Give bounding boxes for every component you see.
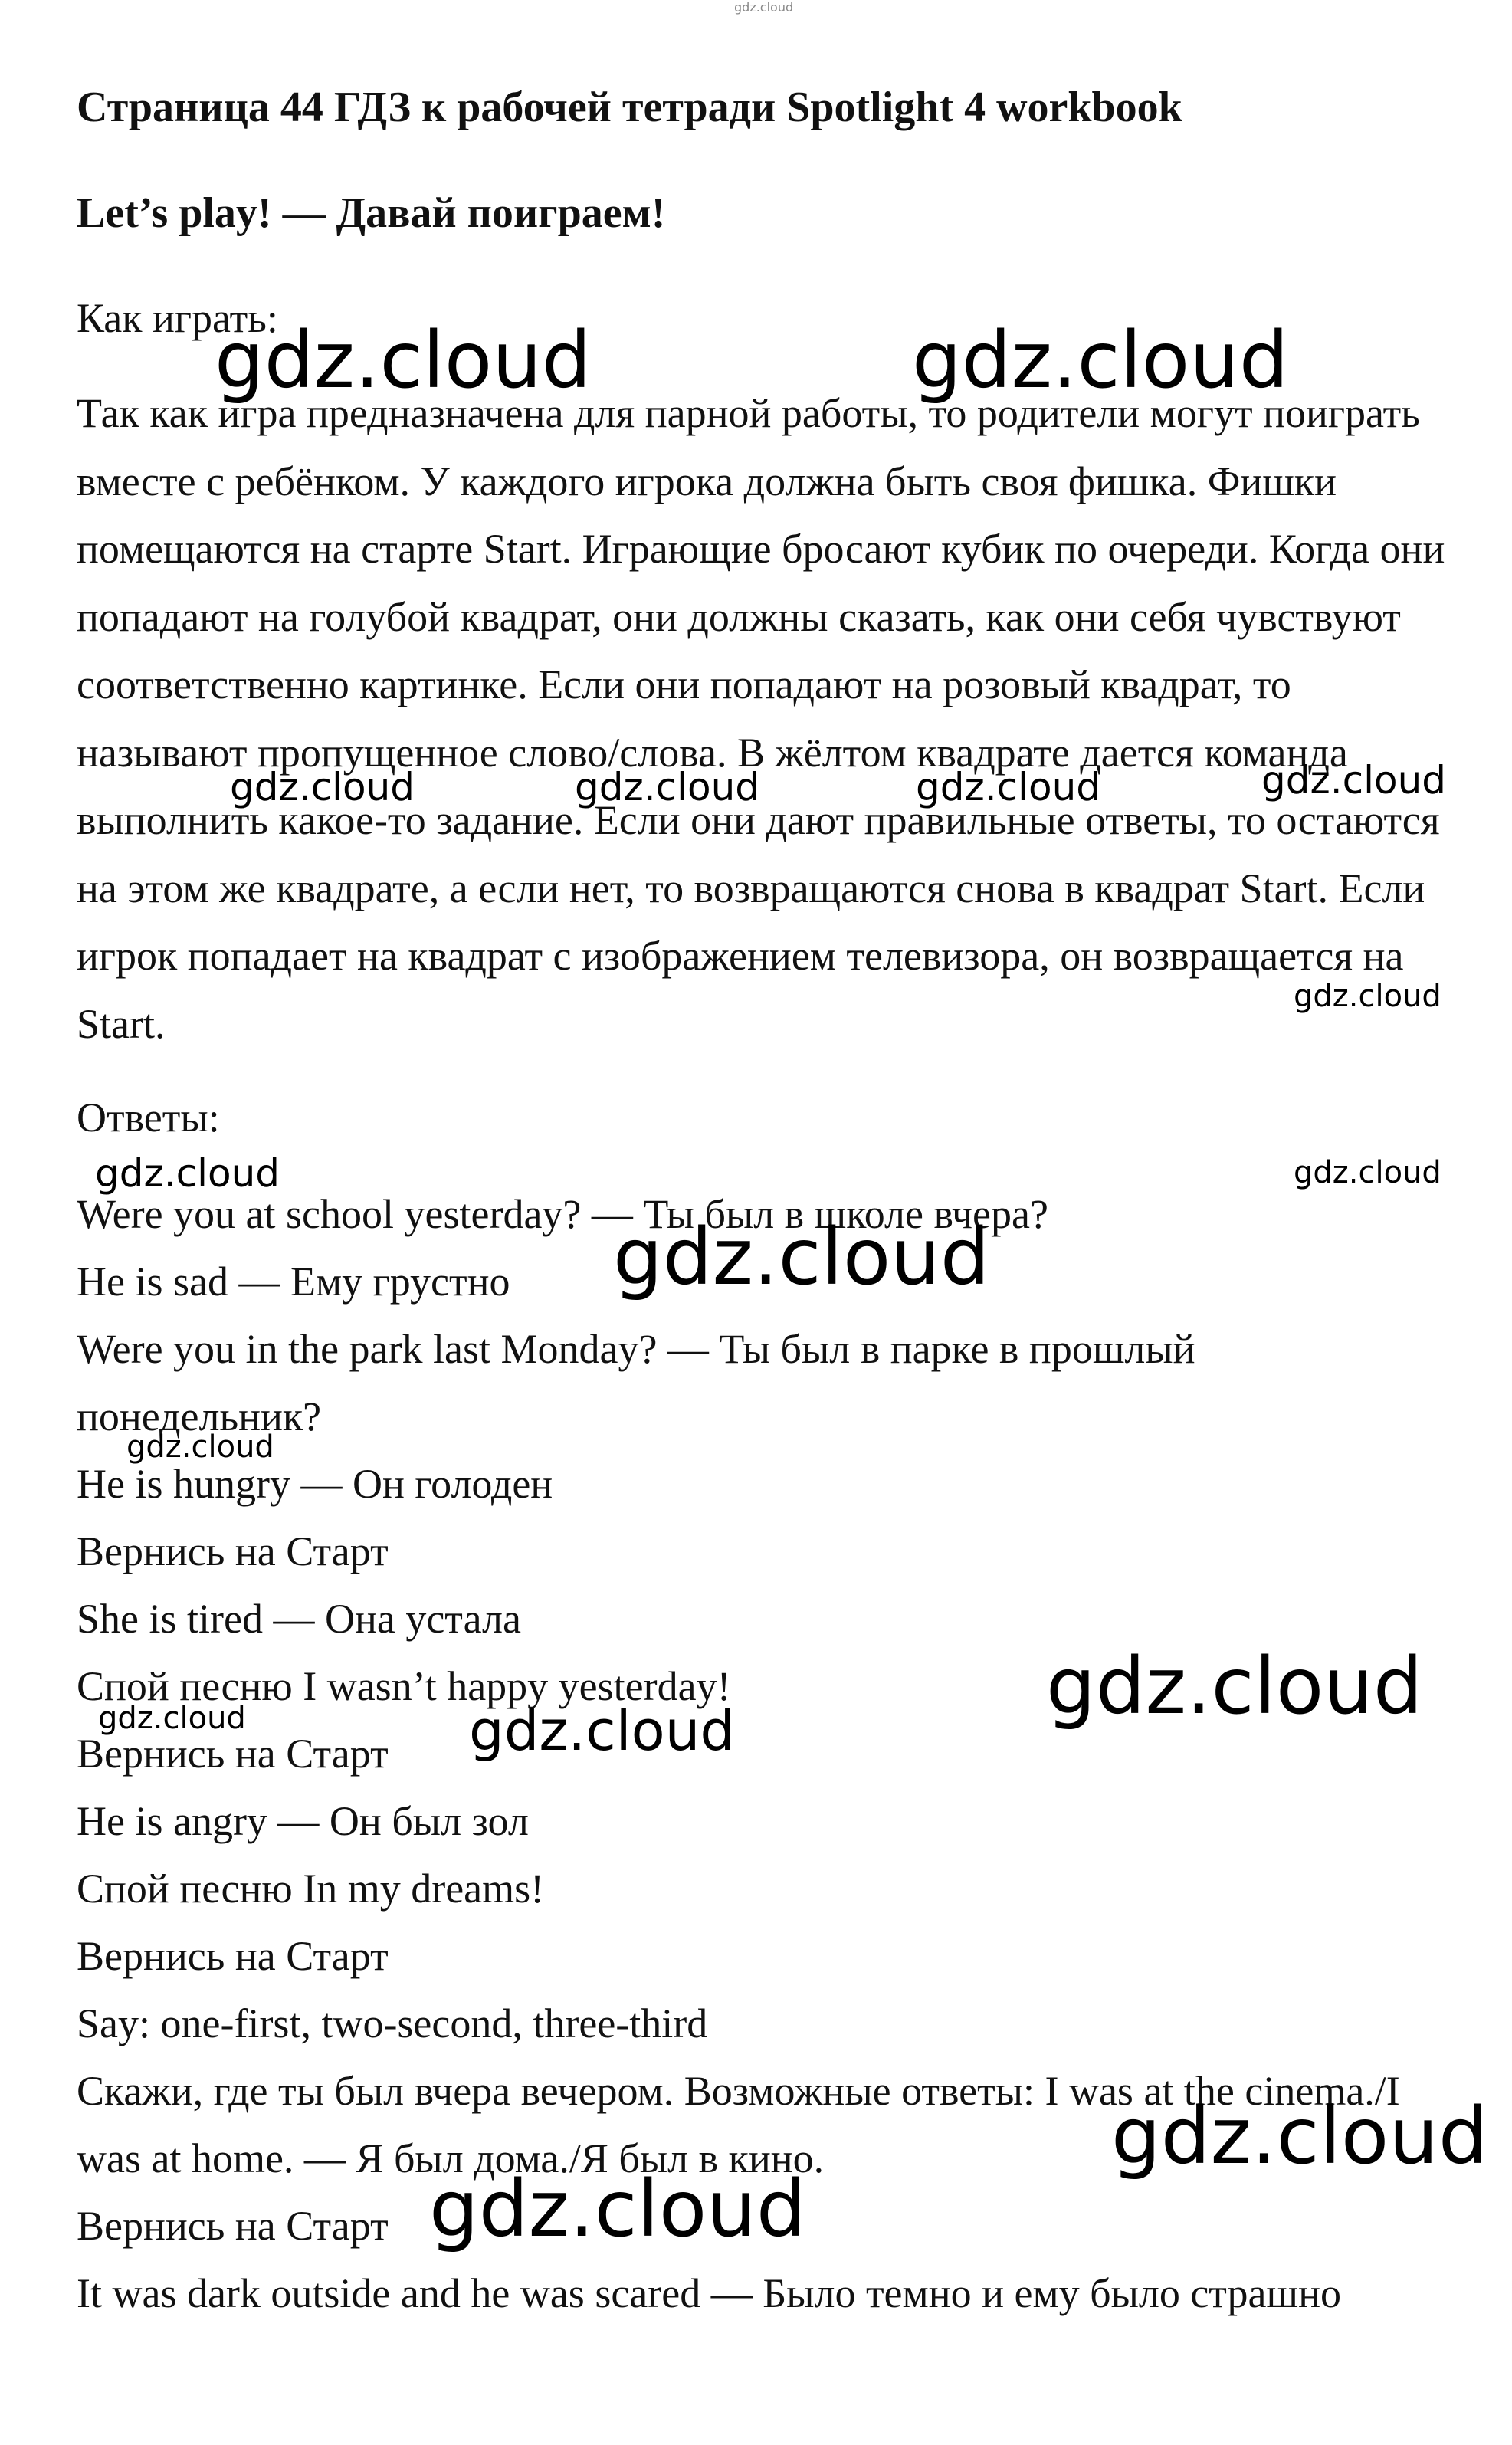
watermark: gdz.cloud — [1294, 979, 1441, 1014]
answers-label: Ответы: — [77, 1095, 220, 1140]
howto-label: Как играть: — [77, 295, 278, 341]
watermark: gdz.cloud — [215, 315, 592, 406]
watermark: gdz.cloud — [1046, 1641, 1423, 1732]
answer-line: Спой песню I wasn’t happy yesterday! — [77, 1663, 731, 1709]
watermark-top: gdz.cloud — [734, 0, 794, 15]
watermark: gdz.cloud — [1111, 2091, 1488, 2182]
answer-line: Вернись на Старт — [77, 1528, 389, 1574]
answer-line: Were you at school yesterday? — Ты был в школе вчера? — [77, 1191, 1048, 1237]
watermark: gdz.cloud — [1294, 1155, 1441, 1190]
watermark: gdz.cloud — [126, 1429, 274, 1465]
section-subtitle: Let’s play! — Давай поиграем! — [77, 189, 666, 237]
instructions-paragraph: Так как игра предназначена для парной работы, то родители могут поиграть вместе с ребёнком. У каждого игрока должна быть своя фишка. Фишки помещаются на старте Start. Играющие бросают кубик по очереди. Когда они попадают на голубой квадрат, они должны сказать, как они себя чувствуют соответственно картинке. Если они попадают на розовый квадрат, то называют пропущенное слово/слова. В жёлтом квадрате дается команда выполнить какое-то задание. Если они дают правильные ответы, то остаются на этом же квадрате, а если нет, то возвращаются снова в квадрат Start. Если игрок попадает на квадрат с изображением телевизора, он возвращается на Start. — [77, 390, 1445, 1047]
answer-line: He is sad — Ему грустно — [77, 1259, 510, 1305]
answer-line: He is angry — Он был зол — [77, 1798, 529, 1844]
watermark: gdz.cloud — [95, 1151, 280, 1196]
answer-line: It was dark outside and he was scared — Было темно и ему было страшно — [77, 2270, 1342, 2316]
answer-line: Say: one-first, two-second, three-third — [77, 2000, 708, 2046]
watermark: gdz.cloud — [613, 1212, 990, 1303]
page-title: Страница 44 ГДЗ к рабочей тетради Spotlight 4 workbook — [77, 84, 1182, 131]
answer-line: Вернись на Старт — [77, 1933, 389, 1979]
answer-line: Вернись на Старт — [77, 1731, 389, 1777]
watermark: gdz.cloud — [1261, 758, 1447, 802]
answer-line: Were you in the park last Monday? — Ты был в парке в прошлый понедельник? — [77, 1326, 1195, 1439]
answer-line: Вернись на Старт — [77, 2203, 389, 2249]
watermark: gdz.cloud — [98, 1701, 246, 1736]
watermark: gdz.cloud — [575, 765, 760, 809]
watermark: gdz.cloud — [230, 765, 415, 809]
watermark: gdz.cloud — [429, 2164, 806, 2255]
watermark: gdz.cloud — [469, 1698, 736, 1763]
answer-line: Скажи, где ты был вчера вечером. Возможные ответы: I was at the cinema./I was at home. — Я был дома./Я был в кино. — [77, 2068, 1400, 2181]
answer-line: She is tired — Она устала — [77, 1596, 521, 1642]
answer-line: He is hungry — Он голоден — [77, 1461, 553, 1507]
answer-line: Спой песню In my dreams! — [77, 1866, 545, 1912]
watermark: gdz.cloud — [912, 315, 1289, 406]
watermark: gdz.cloud — [916, 765, 1101, 809]
